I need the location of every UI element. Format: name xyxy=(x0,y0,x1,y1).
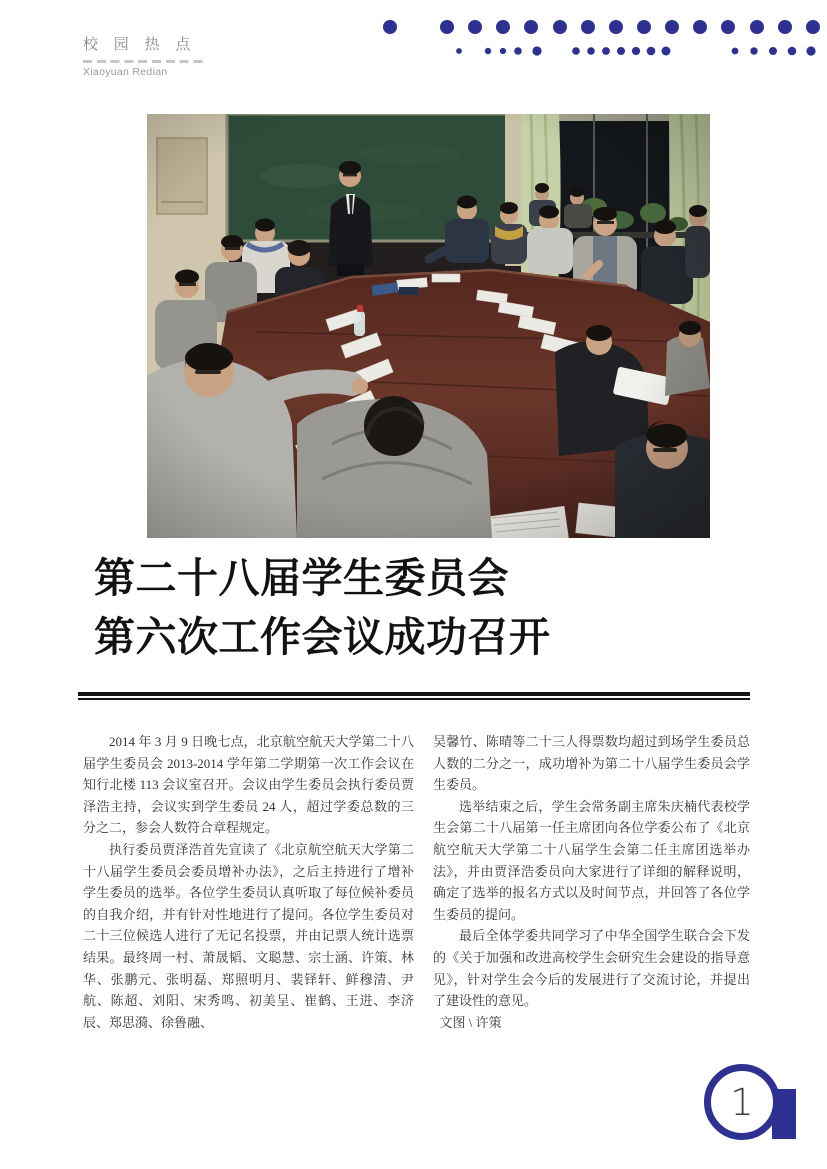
article-body xyxy=(83,731,750,1033)
meeting-photo xyxy=(147,114,710,538)
article-column-left xyxy=(83,731,414,1033)
title-divider xyxy=(78,692,750,700)
title-divider-thick-line xyxy=(78,692,750,696)
decorative-dots xyxy=(0,0,827,70)
article-title xyxy=(94,549,754,667)
page-number: 1 xyxy=(730,1080,754,1124)
article-title-line2: 第六次工作会议成功召开 xyxy=(94,614,551,660)
article-byline: 文图 \ 许策 xyxy=(439,1014,502,1030)
paragraph: 选举结束之后，学生会常务副主席朱庆楠代表校学生会第二十八届第一任主席团向各位学委公布了《北京航空航天大学第二十八届学生会第二任主席团选举办法》，并由贾泽浩委员向大家进行了详细的解释说明，确定了选举的报名方式以及时间节点，并回答了各位学生委员的提问。 xyxy=(433,798,750,922)
article-title-line1: 第二十八届学生委员会 xyxy=(94,555,509,601)
page-number-badge xyxy=(704,1064,780,1140)
paragraph: 2014 年 3 月 9 日晚七点，北京航空航天大学第二十八届学生委员会 2013-2014 学年第二学期第一次工作会议在知行北楼 113 会议室召开。会议由学生委员会执行委员贾泽浩主持，会议实到学生委员 24 人，超过学委总数的三分之二，参会人数符合章程规定。 xyxy=(83,734,414,836)
article-column-right xyxy=(433,731,750,1033)
title-divider-thin-line xyxy=(78,698,750,700)
photo-vignette xyxy=(147,114,710,538)
section-subtitle-pinyin: Xiaoyuan Redian xyxy=(83,66,168,78)
paragraph: 最后全体学委共同学习了中华全国学生联合会下发的《关于加强和改进高校学生会研究生会建设的指导意见》，针对学生会今后的发展进行了交流讨论，并提出了建设性的意见。 xyxy=(433,928,750,1009)
paragraph: 执行委员贾泽浩首先宣读了《北京航空航天大学第二十八届学生委员会委员增补办法》，之后主持进行了增补学生委员的选举。各位学生委员认真听取了每位候补委员的自我介绍，并有针对性地进行了提问。各位学生委员对二十三位候选人进行了无记名投票，并由记票人统计选票结果。最终周一村、萧晟韬、文聪慧、宗士涵、许策、林华、张鹏元、张明磊、郑照明月、裴铎轩、鲜穆清、尹航、陈超、刘阳、宋秀鸣、初美呈、崔鹤、王进、李济辰、郑思漪、徐鲁融、 xyxy=(83,841,414,1030)
paragraph-continuation: 吴馨竹、陈晴等二十三人得票数均超过到场学生委员总人数的二分之一，成功增补为第二十八届学生委员会学生委员。 xyxy=(433,734,750,793)
section-title: 校 园 热 点 xyxy=(83,37,197,53)
